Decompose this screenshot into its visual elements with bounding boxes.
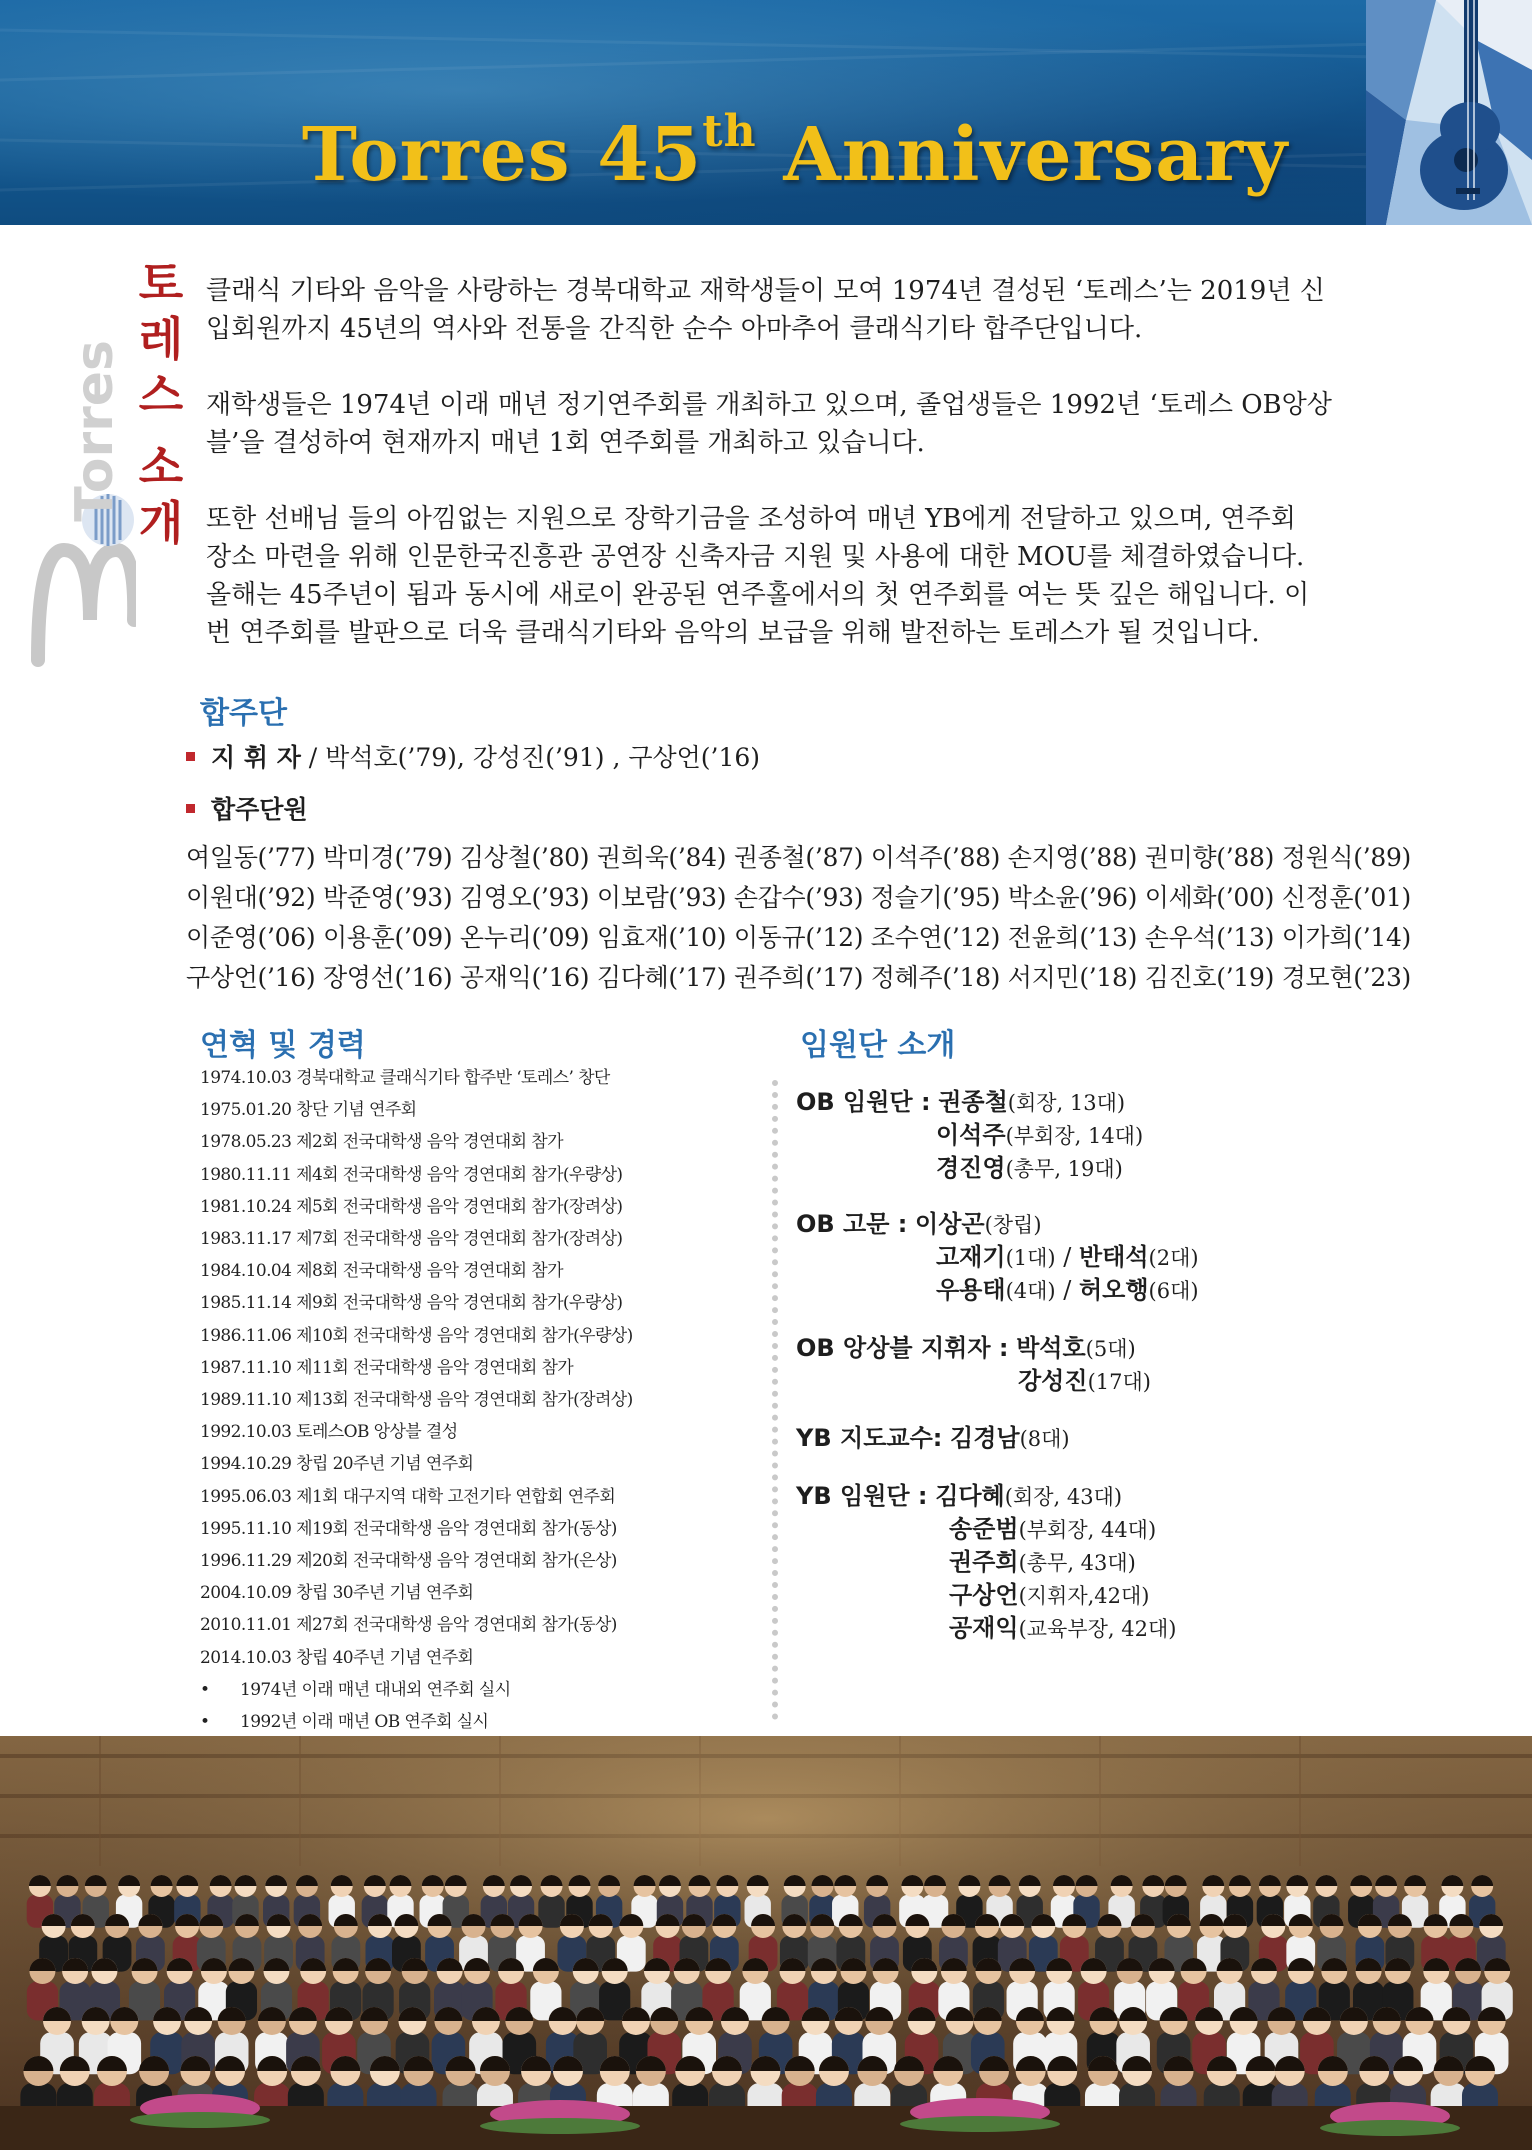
history-item: 1992.10.03 토레스OB 앙상블 결성 (200, 1422, 458, 1443)
history-item: 1978.05.23 제2회 전국대학생 음악 경연대회 참가 (200, 1132, 563, 1153)
section-title-torres-intro: 토 레 스 소 개 (138, 256, 184, 550)
bullet-square-icon (186, 804, 195, 813)
history-item: 1987.11.10 제11회 전국대학생 음악 경연대회 참가 (200, 1357, 574, 1378)
history-item: 1996.11.29 제20회 전국대학생 음악 경연대회 참가(은상) (200, 1551, 617, 1572)
header-banner (0, 0, 1532, 225)
intro-paragraph: 또한 선배님 들의 아낌없는 지원으로 장학기금을 조성하여 매년 YB에게 전달하고 있으며, 연주회 장소 마련을 위해 인문한국진흥관 공연장 신축자금 지원 및 사용에 대한 MOU를 체결하였습니다. 올해는 45주년이 됨과 동시에 새로이 완공된 연주홀에서의 첫 연주회를 여는 뜻 깊은 해입니다. 이 번 연주회를 발판으로 더욱 클래식기타와 음악의 보급을 위해 발전하는 토레스가 될 것입니다. (206, 504, 1310, 648)
history-item: 1995.06.03 제1회 대구지역 대학 고전기타 연합회 연주회 (200, 1486, 616, 1507)
member-row: 여일동(’77) 박미경(’79) 김상철(’80) 권희욱(’84) 권종철(’87) 이석주(’88) 손지영(’88) 권미향(’88) 정원식(’89) (186, 843, 1412, 872)
history-item: 2004.10.09 창립 30주년 기념 연주회 (200, 1583, 474, 1604)
ob-advisors: OB 고문 : 이상곤(창립) 고재기(1대) / 반태석(2대) 우용태(4대) / 허오행(6대) (796, 1210, 1199, 1304)
history-heading: 연혁 및 경력 (200, 1028, 366, 1063)
history-item: 1986.11.06 제10회 전국대학생 음악 경연대회 참가(우량상) (200, 1325, 633, 1346)
member-row: 이준영(’06) 이용훈(’09) 온누리(’09) 임효재(’10) 이동규(’12) 조수연(’12) 전윤희(’13) 손우석(’13) 이가희(’14) (186, 923, 1412, 952)
history-bullet: • 1992년 이래 매년 OB 연주회 실시 (200, 1706, 760, 1738)
member-row: 구상언(’16) 장영선(’16) 공재익(’16) 김다혜(’17) 권주희(’17) 정혜주(’18) 서지민(’18) 김진호(’19) 경모현(’23) (186, 963, 1412, 992)
history-item: 1981.10.24 제5회 전국대학생 음악 경연대회 참가(장려상) (200, 1196, 623, 1217)
svg-text:Torres: Torres (65, 340, 125, 522)
group-photo-illustration (0, 1736, 1532, 2150)
bullet-square-icon (186, 752, 195, 761)
member-row: 이원대(’92) 박준영(’93) 김영오(’93) 이보람(’93) 손갑수(’93) 정슬기(’95) 박소윤(’96) 이세화(’00) 신정훈(’01) (186, 883, 1412, 912)
intro-paragraph: 클래식 기타와 음악을 사랑하는 경북대학교 재학생들이 모여 1974년 결성된 ‘토레스’는 2019년 신 입회원까지 45년의 역사와 전통을 간직한 순수 아마추어 클래식기타 합주단입니다. (206, 276, 1325, 344)
history-item: 1980.11.11 제4회 전국대학생 음악 경연대회 참가(우량상) (200, 1164, 623, 1185)
page-title: Torres 45th Anniversary (301, 106, 1289, 198)
history-list (200, 1062, 760, 1738)
history-item: 1994.10.29 창립 20주년 기념 연주회 (200, 1454, 474, 1475)
column-divider (772, 1080, 778, 1720)
history-item: 1995.11.10 제19회 전국대학생 음악 경연대회 참가(동상) (200, 1518, 617, 1539)
member-list (186, 838, 1412, 998)
yb-professor: YB 지도교수: 김경남(8대) (796, 1424, 1070, 1452)
history-item: 1983.11.17 제7회 전국대학생 음악 경연대회 참가(장려상) (200, 1229, 623, 1250)
history-item: 1984.10.04 제8회 전국대학생 음악 경연대회 참가 (200, 1261, 563, 1282)
history-item: 1989.11.10 제13회 전국대학생 음악 경연대회 참가(장려상) (200, 1390, 633, 1411)
ob-board: OB 임원단 : 권종철(회장, 13대) 이석주(부회장, 14대) 경진영(총무, 19대) (796, 1088, 1144, 1182)
history-item: 2010.11.01 제27회 전국대학생 음악 경연대회 참가(동상) (200, 1615, 617, 1636)
guitar-artwork (1366, 0, 1532, 225)
ensemble-heading: 합주단 (200, 696, 287, 731)
intro-paragraph: 재학생들은 1974년 이래 매년 정기연주회를 개최하고 있으며, 졸업생들은 1992년 ‘토레스 OB앙상 블’을 결성하여 현재까지 매년 1회 연주회를 개최하고 있습니다. (206, 390, 1332, 458)
history-item: 1974.10.03 경북대학교 클래식기타 합주반 ‘토레스’ 창단 (200, 1068, 610, 1088)
history-item: 1975.01.20 창단 기념 연주회 (200, 1100, 417, 1121)
torres-logo (16, 320, 136, 670)
members-label-line: 합주단원 (186, 790, 308, 826)
group-photo (0, 1736, 1532, 2150)
yb-board: YB 임원단 : 김다혜(회장, 43대) 송준범(부회장, 44대) 권주희(총무, 43대) 구상언(지휘자,42대) 공재익(교육부장, 42대) (796, 1482, 1177, 1642)
history-item: 2014.10.03 창립 40주년 기념 연주회 (200, 1647, 474, 1668)
officers-heading: 임원단 소개 (800, 1028, 956, 1063)
intro-text (206, 272, 1336, 690)
history-bullet: • 1974년 이래 매년 대내외 연주회 실시 (200, 1674, 760, 1706)
ob-conductors: OB 앙상블 지휘자 : 박석호(5대) 강성진(17대) (796, 1334, 1151, 1395)
conductor-line: 지 휘 자 / 박석호(’79), 강성진(’91) , 구상언(’16) (186, 738, 760, 774)
history-item: 1985.11.14 제9회 전국대학생 음악 경연대회 참가(우량상) (200, 1293, 623, 1314)
